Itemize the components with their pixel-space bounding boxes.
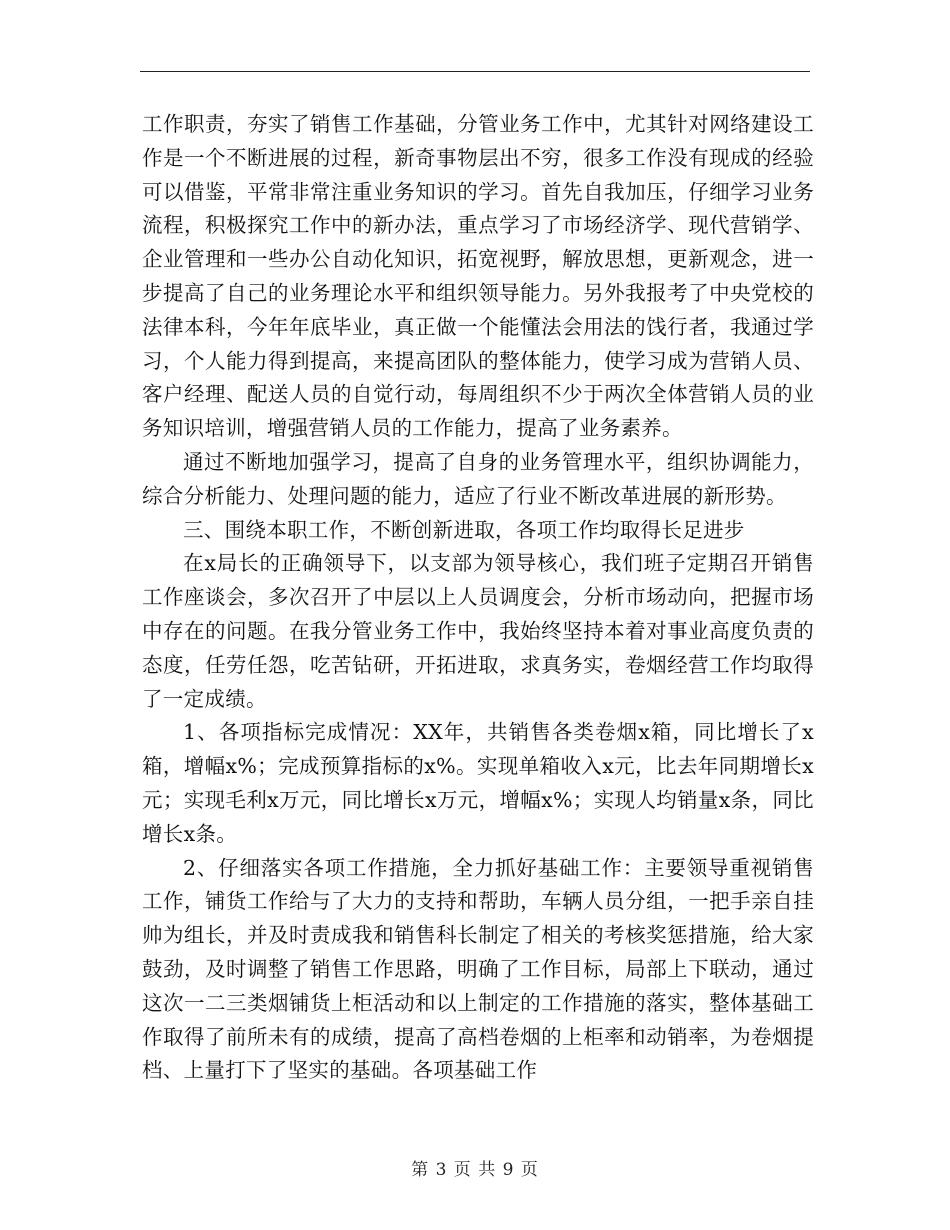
paragraph-4: 在x局长的正确领导下，以支部为领导核心，我们班子定期召开销售工作座谈会，多次召开了中层以上人员调度会，分析市场动向，把握市场中存在的问题。在我分管业务工作中，我始终坚持本着对事业高度负责的态度，任劳任怨，吃苦钻研，开拓进取，求真务实，卷烟经营工作均取得了一定成绩。 xyxy=(142,551,814,711)
paragraph-1: 工作职责，夯实了销售工作基础，分管业务工作中，尤其针对网络建设工作是一个不断进展的过程，新奇事物层出不穷，很多工作没有现成的经验可以借鉴，平常非常注重业务知识的学习。首先自我加压，仔细学习业务流程，积极探究工作中的新办法，重点学习了市场经济学、现代营销学、企业管理和一些办公自动化知识，拓宽视野，解放思想，更新观念，进一步提高了自己的业务理论水平和组织领导能力。另外我报考了中央党校的法律本科，今年年底毕业，真正做一个能懂法会用法的饯行者，我通过学习，个人能力得到提高，来提高团队的整体能力，使学习成为营销人员、客户经理、配送人员的自觉行动，每周组织不少于两次全体营销人员的业务知识培训，增强营销人员的工作能力，提高了业务素养。 xyxy=(142,112,814,441)
paragraph-5: 1、各项指标完成情况：XX年，共销售各类卷烟x箱，同比增长了x箱，增幅x%；完成预算指标的x%。实现单箱收入x元，比去年同期增长x元；实现毛利x万元，同比增长x万元，增幅x%；实现人均销量x条，同比增长x条。 xyxy=(142,720,814,846)
body-text xyxy=(142,108,814,1088)
paragraph-6: 2、仔细落实各项工作措施，全力抓好基础工作：主要领导重视销售工作，铺货工作给与了大力的支持和帮助，车辆人员分组，一把手亲自挂帅为组长，并及时责成我和销售科长制定了相关的考核奖惩措施，给大家鼓劲，及时调整了销售工作思路，明确了工作目标，局部上下联动，通过这次一二三类烟铺货上柜活动和以上制定的工作措施的落实，整体基础工作取得了前所未有的成绩，提高了高档卷烟的上柜率和动销率，为卷烟提档、上量打下了坚实的基础。各项基础工作 xyxy=(142,855,814,1083)
section-heading: 三、围绕本职工作，不断创新进取，各项工作均取得长足进步 xyxy=(183,517,745,542)
page-number-footer: 第 3 页 共 9 页 xyxy=(411,1160,539,1180)
header-rule xyxy=(140,71,810,72)
paragraph-2: 通过不断地加强学习，提高了自身的业务管理水平，组织协调能力，综合分析能力、处理问题的能力，适应了行业不断改革进展的新形势。 xyxy=(142,449,814,508)
